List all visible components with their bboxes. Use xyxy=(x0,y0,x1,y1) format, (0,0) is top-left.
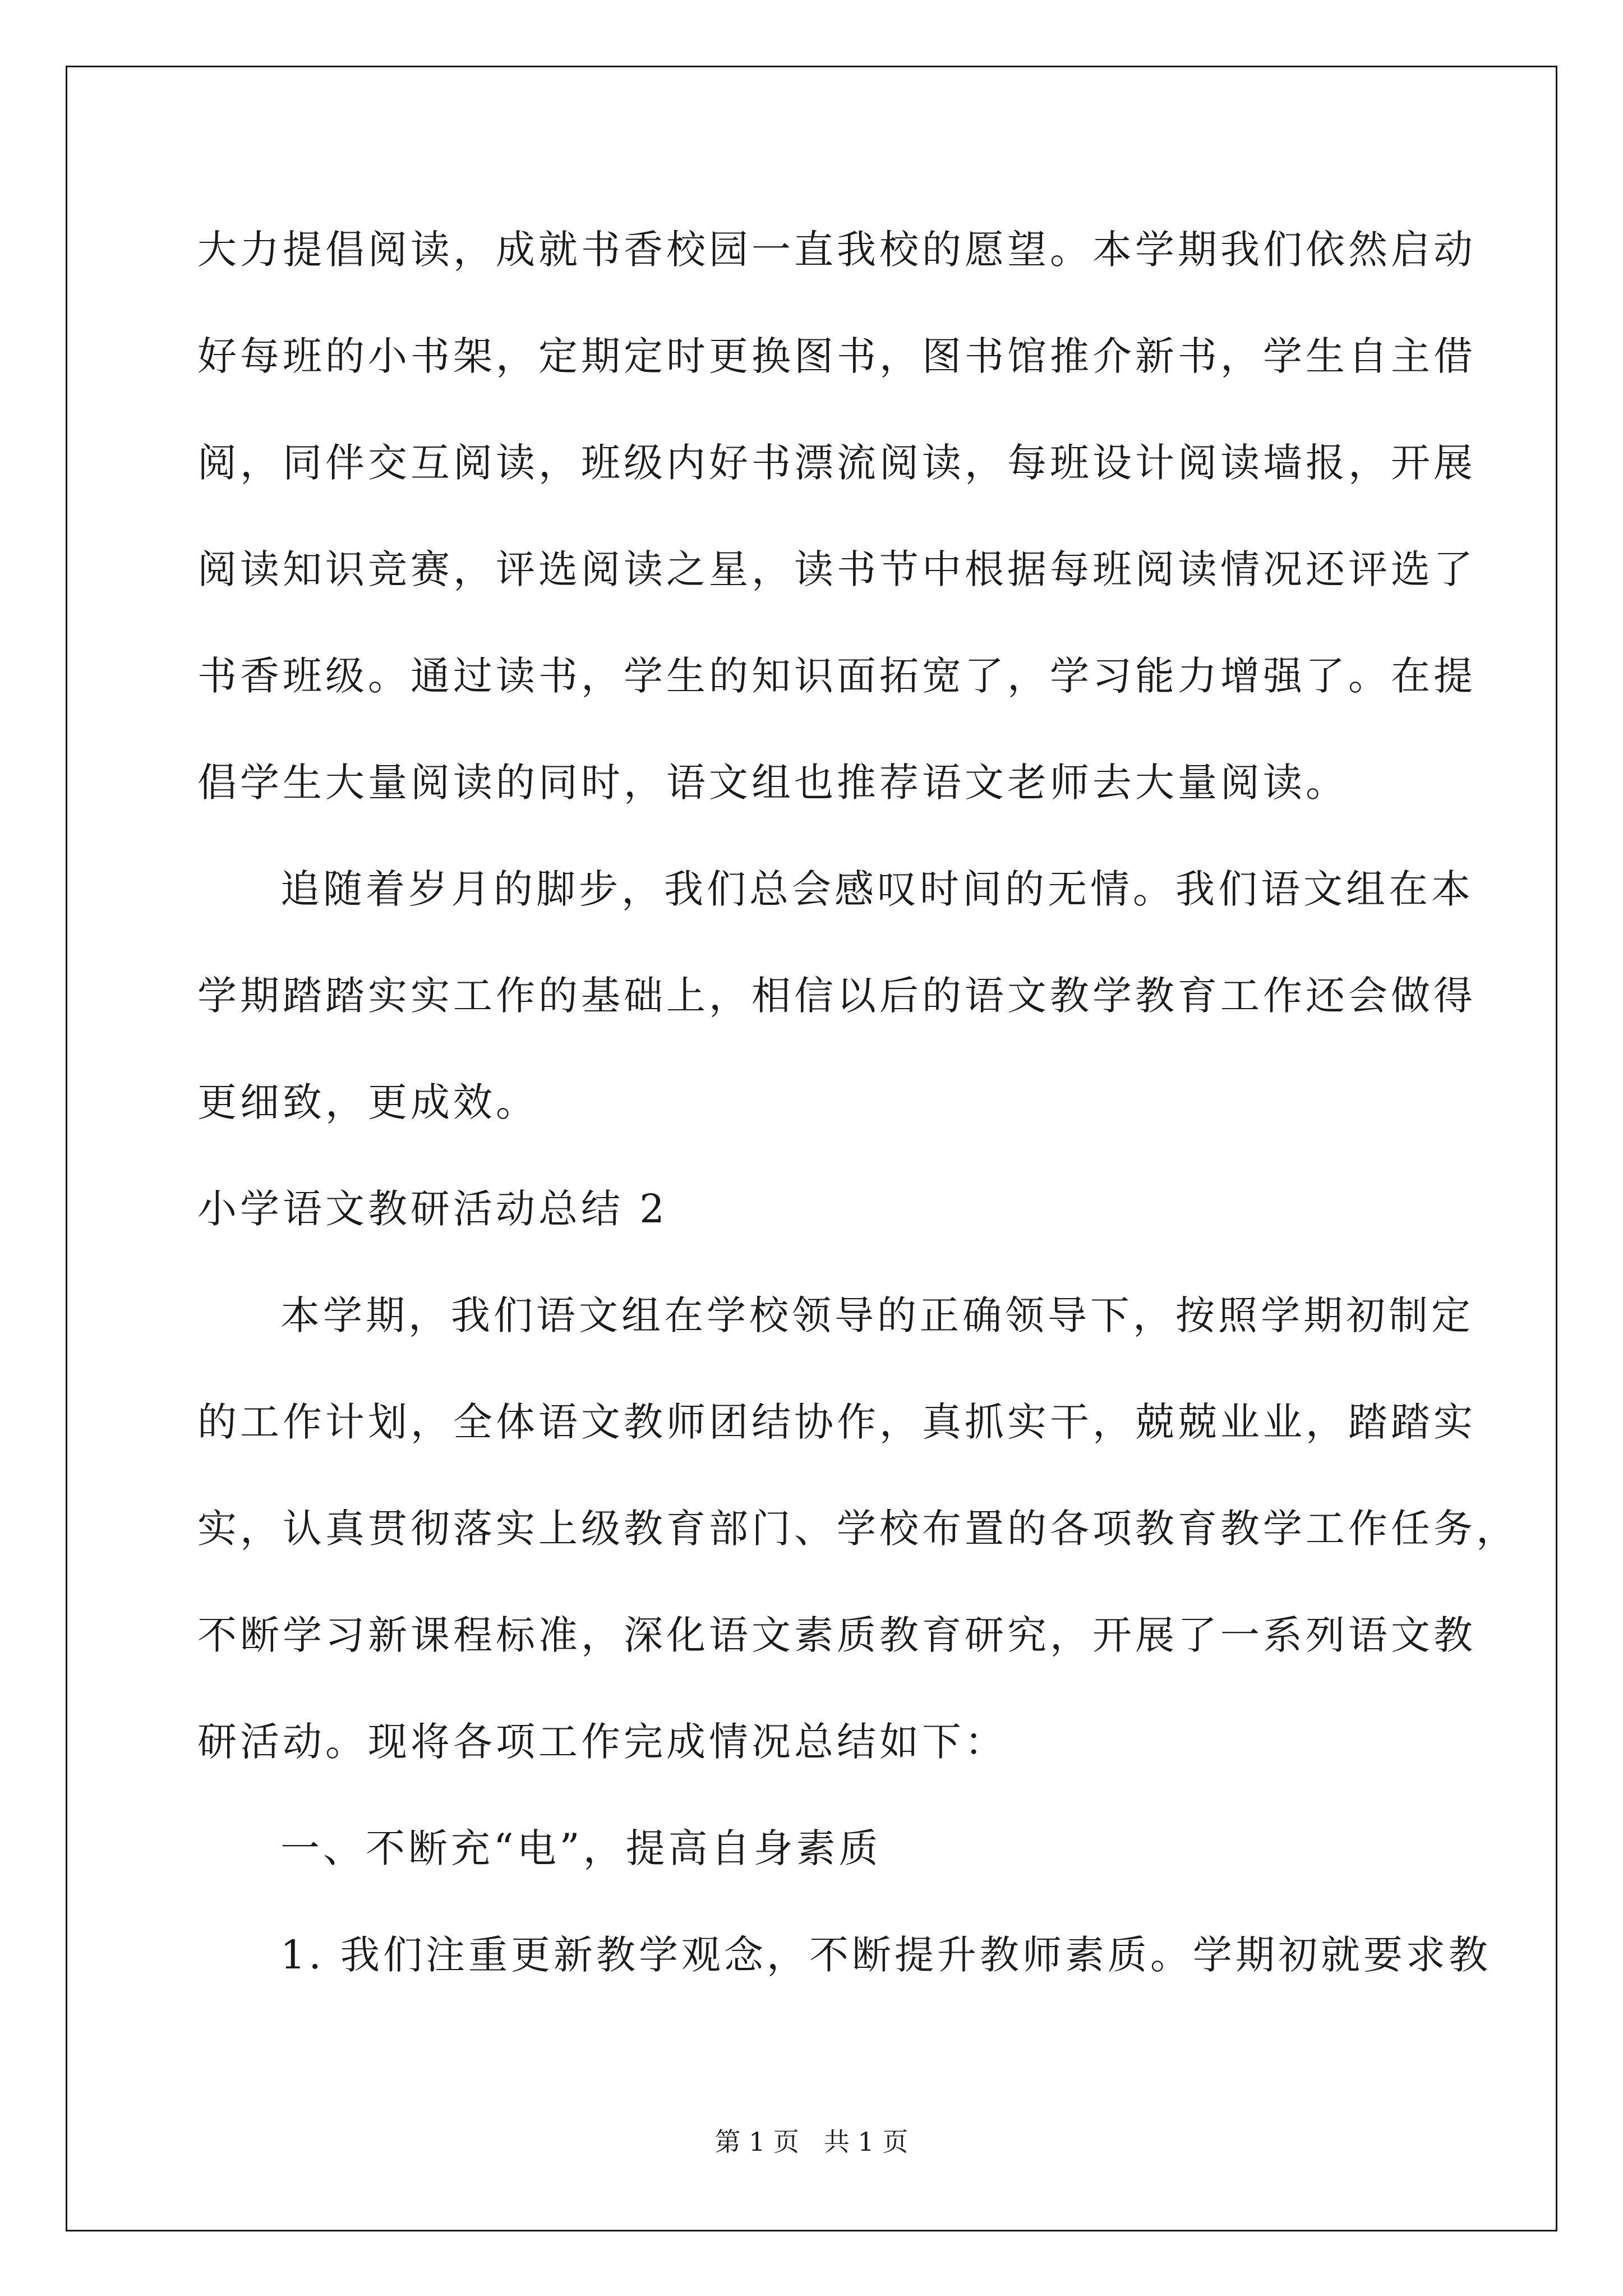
paragraph-line: 不断学习新课程标准，深化语文素质教育研究，开展了一系列语文教 xyxy=(197,1612,1476,1658)
paragraph-line: 1. 我们注重更新教学观念，不断提升教师素质。学期初就要求教 xyxy=(280,1932,1492,1978)
paragraph-line: 阅，同伴交互阅读，班级内好书漂流阅读，每班设计阅读墙报，开展 xyxy=(197,440,1476,486)
paragraph-line: 本学期，我们语文组在学校领导的正确领导下，按照学期初制定 xyxy=(280,1292,1474,1338)
paragraph-line: 阅读知识竞赛，评选阅读之星，读书节中根据每班阅读情况还评选了 xyxy=(197,546,1476,592)
paragraph-line: 的工作计划，全体语文教师团结协作，真抓实干，兢兢业业，踏踏实 xyxy=(197,1399,1476,1445)
page-footer: 第 1 页 共 1 页 xyxy=(714,2127,909,2157)
paragraph-line: 实，认真贯彻落实上级教育部门、学校布置的各项教育教学工作任务， xyxy=(197,1506,1519,1552)
page-border xyxy=(66,66,1557,2231)
paragraph-line: 学期踏踏实实工作的基础上，相信以后的语文教学教育工作还会做得 xyxy=(197,973,1476,1019)
paragraph-line: 好每班的小书架，定期定时更换图书，图书馆推介新书，学生自主借 xyxy=(197,333,1476,379)
section-title: 小学语文教研活动总结 2 xyxy=(197,1186,668,1232)
paragraph-line: 研活动。现将各项工作完成情况总结如下： xyxy=(197,1719,1007,1765)
paragraph-line: 追随着岁月的脚步，我们总会感叹时间的无情。我们语文组在本 xyxy=(280,866,1474,912)
paragraph-line: 更细致，更成效。 xyxy=(197,1079,538,1125)
paragraph-line: 大力提倡阅读，成就书香校园一直我校的愿望。本学期我们依然启动 xyxy=(197,227,1476,273)
paragraph-line: 倡学生大量阅读的同时，语文组也推荐语文老师去大量阅读。 xyxy=(197,760,1348,806)
paragraph-line: 书香班级。通过读书，学生的知识面拓宽了，学习能力增强了。在提 xyxy=(197,653,1476,699)
subsection-heading: 一、不断充“电”，提高自身素质 xyxy=(280,1825,882,1871)
